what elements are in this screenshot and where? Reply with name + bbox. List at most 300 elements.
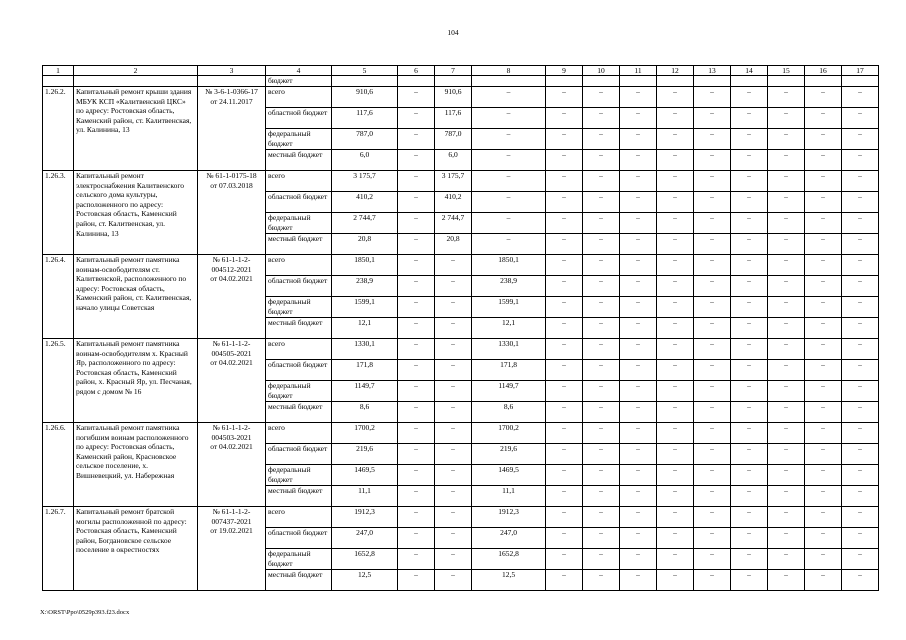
amount-cell: – (546, 108, 583, 129)
funding-source: местный бюджет (266, 486, 332, 507)
amount-cell: – (768, 507, 805, 528)
amount-cell: – (583, 108, 620, 129)
amount-cell: – (546, 129, 583, 150)
amount-cell: – (805, 276, 842, 297)
amount-cell: – (657, 255, 694, 276)
amount-cell: – (657, 507, 694, 528)
amount-cell: – (657, 339, 694, 360)
table-row (43, 255, 879, 276)
amount-cell: – (694, 297, 731, 318)
column-number: 17 (842, 66, 879, 76)
empty-cell (694, 76, 731, 87)
amount-cell: – (694, 150, 731, 171)
amount-cell: – (435, 570, 472, 591)
amount-cell: – (546, 402, 583, 423)
amount-cell: 1330,1 (332, 339, 398, 360)
amount-cell: 11,1 (472, 486, 546, 507)
object-name: Капитальный ремонт электроснабжения Калитвенского сельского дома культуры, расположенного по адресу: Ростовская область, Каменский район, ст. Калитвенская, ул. Калинина, 13 (74, 171, 198, 255)
amount-cell: – (805, 171, 842, 192)
amount-cell: – (583, 87, 620, 108)
empty-cell (74, 76, 198, 87)
amount-cell: – (398, 402, 435, 423)
amount-cell: – (546, 360, 583, 381)
amount-cell: – (657, 528, 694, 549)
empty-cell (398, 76, 435, 87)
amount-cell: – (435, 297, 472, 318)
amount-cell: 238,9 (332, 276, 398, 297)
amount-cell: – (398, 276, 435, 297)
amount-cell: – (583, 339, 620, 360)
object-name: Капитальный ремонт памятника воинам-освободителям ст. Калитвенской, расположенного по адресу: Ростовская область, Каменский район, ст. Калитвенская, начало улицы Советская (74, 255, 198, 339)
amount-cell: – (583, 150, 620, 171)
amount-cell: – (472, 150, 546, 171)
amount-cell: – (768, 297, 805, 318)
amount-cell: – (694, 465, 731, 486)
item-number: 1.26.3. (43, 171, 74, 255)
amount-cell: 8,6 (332, 402, 398, 423)
amount-cell: – (768, 423, 805, 444)
amount-cell: 12,5 (332, 570, 398, 591)
amount-cell: – (842, 360, 879, 381)
amount-cell: – (620, 507, 657, 528)
amount-cell: – (435, 318, 472, 339)
amount-cell: – (842, 549, 879, 570)
amount-cell: 3 175,7 (332, 171, 398, 192)
amount-cell: – (398, 465, 435, 486)
amount-cell: – (805, 423, 842, 444)
amount-cell: 910,6 (332, 87, 398, 108)
amount-cell: – (768, 465, 805, 486)
amount-cell: – (398, 549, 435, 570)
amount-cell: – (620, 339, 657, 360)
amount-cell: 2 744,7 (435, 213, 472, 234)
column-number: 11 (620, 66, 657, 76)
column-number: 5 (332, 66, 398, 76)
amount-cell: – (620, 255, 657, 276)
continuation-source: бюджет (266, 76, 332, 87)
amount-cell: – (398, 444, 435, 465)
funding-source: областной бюджет (266, 528, 332, 549)
amount-cell: – (435, 444, 472, 465)
amount-cell: 238,9 (472, 276, 546, 297)
amount-cell: – (694, 570, 731, 591)
amount-cell: – (546, 528, 583, 549)
amount-cell: – (731, 549, 768, 570)
amount-cell: – (583, 213, 620, 234)
amount-cell: – (620, 444, 657, 465)
amount-cell: 1912,3 (332, 507, 398, 528)
amount-cell: – (398, 129, 435, 150)
amount-cell: – (620, 381, 657, 402)
table-row (43, 339, 879, 360)
expertise-document: № 61-1-1-2- 004512-2021 от 04.02.2021 (198, 255, 266, 339)
amount-cell: – (805, 129, 842, 150)
amount-cell: – (583, 528, 620, 549)
amount-cell: – (694, 507, 731, 528)
amount-cell: – (694, 444, 731, 465)
amount-cell: – (435, 381, 472, 402)
empty-cell (332, 76, 398, 87)
amount-cell: 6,0 (332, 150, 398, 171)
amount-cell: – (842, 129, 879, 150)
amount-cell: – (657, 465, 694, 486)
amount-cell: – (731, 297, 768, 318)
amount-cell: – (694, 528, 731, 549)
amount-cell: – (842, 108, 879, 129)
amount-cell: – (842, 318, 879, 339)
amount-cell: – (657, 318, 694, 339)
amount-cell: – (583, 255, 620, 276)
amount-cell: 171,8 (472, 360, 546, 381)
amount-cell: – (583, 486, 620, 507)
amount-cell: – (694, 129, 731, 150)
amount-cell: – (398, 255, 435, 276)
table-row (43, 423, 879, 444)
amount-cell: – (657, 108, 694, 129)
table-row (43, 507, 879, 528)
amount-cell: – (731, 423, 768, 444)
object-name: Капитальный ремонт памятника воинам-освободителям х. Красный Яр, расположенного по адресу: Ростовская область, Каменский район, х. Красный Яр, ул. Песчаная, рядом с домом № 16 (74, 339, 198, 423)
amount-cell: – (583, 381, 620, 402)
empty-cell (198, 76, 266, 87)
amount-cell: – (398, 381, 435, 402)
amount-cell: – (694, 360, 731, 381)
amount-cell: – (768, 276, 805, 297)
amount-cell: – (620, 465, 657, 486)
amount-cell: – (435, 549, 472, 570)
column-number: 15 (768, 66, 805, 76)
amount-cell: – (694, 87, 731, 108)
amount-cell: – (583, 129, 620, 150)
amount-cell: – (805, 381, 842, 402)
table-row (43, 171, 879, 192)
amount-cell: – (583, 507, 620, 528)
amount-cell: – (768, 87, 805, 108)
funding-source: федеральный бюджет (266, 465, 332, 486)
amount-cell: – (546, 486, 583, 507)
amount-cell: – (731, 381, 768, 402)
amount-cell: – (805, 465, 842, 486)
amount-cell: – (805, 528, 842, 549)
amount-cell: – (620, 528, 657, 549)
amount-cell: – (435, 465, 472, 486)
amount-cell: – (620, 171, 657, 192)
amount-cell: – (620, 318, 657, 339)
amount-cell: 1850,1 (472, 255, 546, 276)
amount-cell: – (768, 402, 805, 423)
amount-cell: – (731, 171, 768, 192)
amount-cell: – (805, 402, 842, 423)
amount-cell: – (657, 486, 694, 507)
amount-cell: – (472, 192, 546, 213)
amount-cell: – (694, 171, 731, 192)
amount-cell: – (546, 507, 583, 528)
amount-cell: 247,0 (472, 528, 546, 549)
amount-cell: 1599,1 (472, 297, 546, 318)
amount-cell: – (657, 213, 694, 234)
amount-cell: – (546, 423, 583, 444)
amount-cell: – (435, 486, 472, 507)
object-name: Капитальный ремонт братской могилы расположенной по адресу: Ростовская область, Каменский район, Богдановское сельское поселение в окрестностях (74, 507, 198, 591)
funding-source: всего (266, 171, 332, 192)
column-number: 4 (266, 66, 332, 76)
amount-cell: 20,8 (332, 234, 398, 255)
amount-cell: 1850,1 (332, 255, 398, 276)
amount-cell: – (472, 234, 546, 255)
amount-cell: – (657, 192, 694, 213)
funding-source: областной бюджет (266, 444, 332, 465)
amount-cell: – (435, 360, 472, 381)
amount-cell: – (842, 465, 879, 486)
amount-cell: – (398, 192, 435, 213)
item-number: 1.26.5. (43, 339, 74, 423)
object-name: Капитальный ремонт памятника погибшим воинам расположенного по адресу: Ростовская область, Каменский район, Красновское сельское поселение, х. Вишневецкий, ул. Набережная (74, 423, 198, 507)
amount-cell: 8,6 (472, 402, 546, 423)
amount-cell: – (731, 465, 768, 486)
amount-cell: 1330,1 (472, 339, 546, 360)
amount-cell: – (472, 87, 546, 108)
amount-cell: – (842, 297, 879, 318)
amount-cell: – (842, 381, 879, 402)
column-number: 7 (435, 66, 472, 76)
amount-cell: – (805, 297, 842, 318)
column-number: 13 (694, 66, 731, 76)
funding-source: всего (266, 339, 332, 360)
amount-cell: – (583, 360, 620, 381)
column-number: 14 (731, 66, 768, 76)
amount-cell: – (694, 234, 731, 255)
amount-cell: – (842, 486, 879, 507)
amount-cell: – (731, 360, 768, 381)
amount-cell: – (398, 213, 435, 234)
amount-cell: – (435, 507, 472, 528)
amount-cell: – (731, 318, 768, 339)
amount-cell: – (694, 213, 731, 234)
amount-cell: – (472, 129, 546, 150)
amount-cell: – (694, 402, 731, 423)
amount-cell: – (842, 339, 879, 360)
amount-cell: – (546, 318, 583, 339)
expertise-document: № 61-1-0175-18 от 07.03.2018 (198, 171, 266, 255)
amount-cell: 171,8 (332, 360, 398, 381)
item-number: 1.26.7. (43, 507, 74, 591)
empty-cell (842, 76, 879, 87)
funding-source: местный бюджет (266, 234, 332, 255)
amount-cell: – (694, 192, 731, 213)
amount-cell: – (768, 171, 805, 192)
amount-cell: – (657, 402, 694, 423)
amount-cell: – (546, 213, 583, 234)
amount-cell: – (657, 360, 694, 381)
amount-cell: – (694, 486, 731, 507)
amount-cell: – (398, 360, 435, 381)
column-number: 9 (546, 66, 583, 76)
amount-cell: 219,6 (332, 444, 398, 465)
amount-cell: – (731, 276, 768, 297)
funding-source: местный бюджет (266, 402, 332, 423)
amount-cell: – (657, 150, 694, 171)
amount-cell: – (842, 444, 879, 465)
amount-cell: – (768, 234, 805, 255)
amount-cell: 1149,7 (332, 381, 398, 402)
amount-cell: – (546, 87, 583, 108)
funding-source: всего (266, 255, 332, 276)
amount-cell: – (768, 108, 805, 129)
amount-cell: 20,8 (435, 234, 472, 255)
column-number: 16 (805, 66, 842, 76)
table-row (43, 87, 879, 108)
amount-cell: 1700,2 (332, 423, 398, 444)
funding-source: областной бюджет (266, 108, 332, 129)
amount-cell: – (805, 150, 842, 171)
amount-cell: – (694, 318, 731, 339)
amount-cell: – (842, 171, 879, 192)
amount-cell: – (731, 339, 768, 360)
amount-cell: – (842, 276, 879, 297)
amount-cell: – (620, 423, 657, 444)
funding-source: федеральный бюджет (266, 549, 332, 570)
amount-cell: 3 175,7 (435, 171, 472, 192)
amount-cell: – (768, 486, 805, 507)
amount-cell: – (620, 486, 657, 507)
amount-cell: – (620, 570, 657, 591)
amount-cell: – (657, 297, 694, 318)
amount-cell: – (657, 129, 694, 150)
amount-cell: – (805, 234, 842, 255)
amount-cell: – (546, 171, 583, 192)
empty-cell (657, 76, 694, 87)
amount-cell: – (805, 192, 842, 213)
amount-cell: – (620, 234, 657, 255)
amount-cell: – (768, 360, 805, 381)
funding-source: федеральный бюджет (266, 213, 332, 234)
amount-cell: – (731, 486, 768, 507)
amount-cell: 1700,2 (472, 423, 546, 444)
amount-cell: – (435, 402, 472, 423)
amount-cell: – (398, 108, 435, 129)
file-path-footer: X:\ORST\Ppo\0529p393.f23.docx (40, 609, 130, 616)
amount-cell: – (620, 213, 657, 234)
amount-cell: – (620, 402, 657, 423)
amount-cell: – (546, 465, 583, 486)
amount-cell: – (583, 570, 620, 591)
funding-source: федеральный бюджет (266, 297, 332, 318)
funding-source: федеральный бюджет (266, 129, 332, 150)
amount-cell: – (731, 570, 768, 591)
page-number: 104 (447, 28, 459, 37)
funding-source: областной бюджет (266, 360, 332, 381)
amount-cell: – (731, 87, 768, 108)
amount-cell: 219,6 (472, 444, 546, 465)
amount-cell: – (398, 507, 435, 528)
amount-cell: – (398, 528, 435, 549)
amount-cell: – (472, 108, 546, 129)
amount-cell: 1912,3 (472, 507, 546, 528)
amount-cell: – (842, 570, 879, 591)
amount-cell: 2 744,7 (332, 213, 398, 234)
amount-cell: 787,0 (435, 129, 472, 150)
amount-cell: – (768, 213, 805, 234)
amount-cell: – (805, 87, 842, 108)
amount-cell: – (546, 381, 583, 402)
amount-cell: – (435, 528, 472, 549)
amount-cell: – (583, 444, 620, 465)
amount-cell: – (694, 108, 731, 129)
amount-cell: – (398, 171, 435, 192)
amount-cell: – (435, 423, 472, 444)
amount-cell: – (546, 234, 583, 255)
amount-cell: – (731, 150, 768, 171)
amount-cell: – (583, 465, 620, 486)
amount-cell: – (694, 423, 731, 444)
empty-cell (472, 76, 546, 87)
continuation-row (43, 76, 879, 87)
amount-cell: – (768, 444, 805, 465)
amount-cell: 410,2 (435, 192, 472, 213)
amount-cell: – (805, 486, 842, 507)
amount-cell: – (583, 423, 620, 444)
amount-cell: – (805, 255, 842, 276)
amount-cell: – (546, 255, 583, 276)
empty-cell (731, 76, 768, 87)
empty-cell (768, 76, 805, 87)
expertise-document: № 3-6-1-0366-17 от 24.11.2017 (198, 87, 266, 171)
amount-cell: – (583, 402, 620, 423)
amount-cell: – (583, 318, 620, 339)
amount-cell: – (731, 444, 768, 465)
amount-cell: – (657, 171, 694, 192)
amount-cell: – (805, 549, 842, 570)
amount-cell: 910,6 (435, 87, 472, 108)
amount-cell: – (694, 381, 731, 402)
empty-cell (620, 76, 657, 87)
amount-cell: – (842, 423, 879, 444)
amount-cell: – (657, 87, 694, 108)
amount-cell: – (842, 150, 879, 171)
amount-cell: – (398, 339, 435, 360)
amount-cell: – (657, 423, 694, 444)
amount-cell: – (731, 192, 768, 213)
amount-cell: 117,6 (332, 108, 398, 129)
amount-cell: – (768, 381, 805, 402)
column-number: 3 (198, 66, 266, 76)
amount-cell: – (472, 213, 546, 234)
amount-cell: – (620, 276, 657, 297)
amount-cell: – (620, 129, 657, 150)
amount-cell: – (657, 381, 694, 402)
object-name: Капитальный ремонт крыши здания МБУК КСП «Калитвенский ЦКС» по адресу: Ростовская область, Каменский район, ст. Калитвенская, ул. Калинина, 13 (74, 87, 198, 171)
amount-cell: – (620, 360, 657, 381)
amount-cell: – (805, 108, 842, 129)
amount-cell: 1149,7 (472, 381, 546, 402)
empty-cell (435, 76, 472, 87)
expertise-document: № 61-1-1-2- 007437-2021 от 19.02.2021 (198, 507, 266, 591)
amount-cell: – (694, 339, 731, 360)
amount-cell: – (620, 192, 657, 213)
amount-cell: – (842, 528, 879, 549)
amount-cell: – (768, 549, 805, 570)
amount-cell: – (398, 87, 435, 108)
funding-source: местный бюджет (266, 318, 332, 339)
amount-cell: – (435, 255, 472, 276)
amount-cell: – (546, 297, 583, 318)
amount-cell: – (805, 213, 842, 234)
empty-cell (805, 76, 842, 87)
amount-cell: – (546, 570, 583, 591)
amount-cell: 117,6 (435, 108, 472, 129)
amount-cell: – (842, 234, 879, 255)
amount-cell: – (546, 192, 583, 213)
